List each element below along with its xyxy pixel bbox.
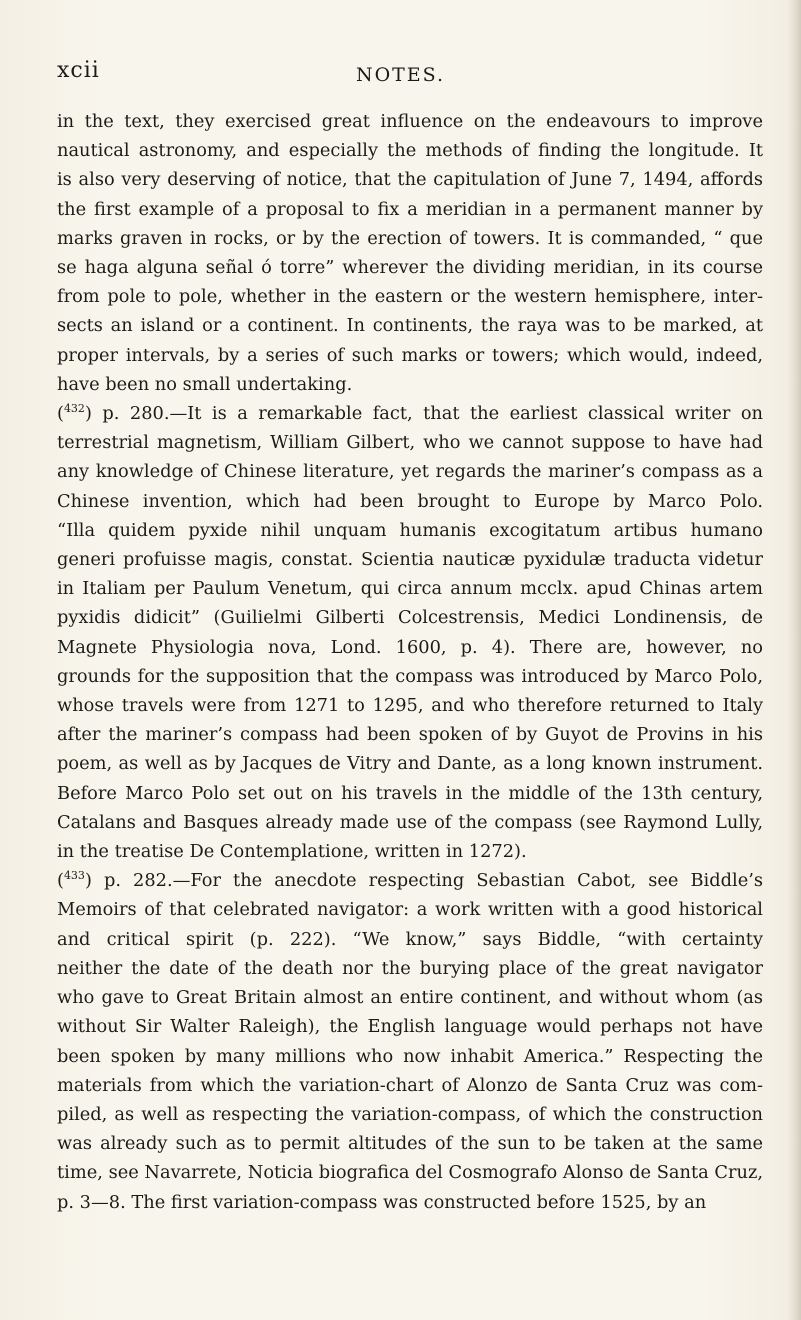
text-line (57, 633, 763, 662)
line-text: neither the date of the death nor the burying place of the great navigator (57, 957, 763, 979)
line-text: se haga alguna señal ó torre” wherever the dividing meridian, in its course (57, 257, 763, 279)
line-text: proper intervals, by a series of such marks or towers; which would, indeed, (57, 344, 763, 366)
line-text: after the mariner’s compass had been spoken of by Guyot de Provins in his (57, 724, 763, 746)
text-line (57, 662, 763, 691)
line-text: in the text, they exercised great influence on the endeavours to improve (57, 111, 763, 132)
page-header (0, 44, 801, 84)
line-text: time, see Navarrete, Noticia biografica del Cosmografo Alonso de Santa Cruz, (57, 1162, 763, 1184)
text-line (57, 925, 763, 954)
text-line (57, 691, 763, 720)
line-text: terrestrial magnetism, William Gilbert, who we cannot suppose to have had (57, 432, 763, 454)
text-line (57, 1158, 763, 1187)
line-text: in the treatise De Contemplatione, written in 1272). (57, 841, 527, 863)
text-line (57, 720, 763, 749)
text-line: ($^{433}$) p. 282.—For the anecdote respecting Sebastian Cabot, see Biddle’s (57, 869, 763, 892)
page-edge-shadow (787, 0, 801, 1320)
text-line (57, 1012, 763, 1041)
line-text: ) p. 280.—It is a remarkable fact, that the earliest classical writer on (84, 403, 763, 425)
text-line (57, 574, 763, 603)
text-line: ($^{432}$) p. 280.—It is a remarkable fact, that the earliest classical writer on (57, 402, 763, 425)
text-line (57, 224, 763, 253)
page-number: xcii (57, 58, 100, 83)
note-reference-number: 433 (63, 869, 85, 883)
notes-body (57, 107, 763, 1217)
text-line (57, 1042, 763, 1071)
text-line (57, 282, 763, 311)
note-reference-number: 432 (63, 402, 85, 416)
line-text: nautical astronomy, and especially the methods of finding the longitude. It (57, 140, 763, 162)
note-paragraph (57, 866, 763, 1216)
text-line (57, 1071, 763, 1100)
line-text: piled, as well as respecting the variation-compass, of which the construction (57, 1103, 763, 1125)
text-line (57, 487, 763, 516)
line-text: who gave to Great Britain almost an entire continent, and without whom (as (57, 987, 763, 1009)
line-text: Before Marco Polo set out on his travels in the middle of the 13th century, (57, 782, 763, 804)
line-text: poem, as well as by Jacques de Vitry and Dante, as a long known instrument. (57, 753, 763, 775)
note-paragraph (57, 107, 763, 399)
line-text: “Illa quidem pyxide nihil unquam humanis excogitatum artibus humano (57, 519, 763, 541)
text-line (57, 370, 763, 399)
text-line (57, 1188, 763, 1217)
line-text: sects an island or a continent. In continents, the raya was to be marked, at (57, 315, 763, 337)
line-text: is also very deserving of notice, that the capitulation of June 7, 1494, affords (57, 169, 763, 191)
text-line (57, 253, 763, 282)
text-line (57, 107, 763, 136)
running-head: NOTES. (355, 64, 446, 86)
line-text: was already such as to permit altitudes of the sun to be taken at the same (57, 1133, 763, 1155)
note-paragraph (57, 399, 763, 866)
text-line (57, 983, 763, 1012)
line-text: in Italiam per Paulum Venetum, qui circa annum mcclx. apud Chinas artem (57, 578, 763, 600)
text-line (57, 516, 763, 545)
text-line (57, 341, 763, 370)
line-text: have been no small undertaking. (57, 373, 353, 395)
text-line (57, 895, 763, 924)
text-line (57, 457, 763, 486)
line-text: marks graven in rocks, or by the erection of towers. It is commanded, “ que (57, 227, 763, 249)
line-text: Magnete Physiologia nova, Lond. 1600, p. 4). There are, however, no (57, 636, 763, 658)
line-text: and critical spirit (p. 222). “We know,” says Biddle, “with certainty (57, 928, 763, 950)
line-text: without Sir Walter Raleigh), the English language would perhaps not have (57, 1016, 763, 1038)
line-text: been spoken by many millions who now inhabit America.” Respecting the (57, 1045, 763, 1067)
text-line (57, 1129, 763, 1158)
line-text: materials from which the variation-chart of Alonzo de Santa Cruz was com- (57, 1074, 763, 1096)
text-line (57, 808, 763, 837)
line-text: p. 3—8. The first variation-compass was constructed before 1525, by an (57, 1191, 707, 1213)
text-line (57, 1100, 763, 1129)
line-text: generi profuisse magis, constat. Scientia nauticæ pyxidulæ traducta videtur (57, 549, 763, 571)
line-text: from pole to pole, whether in the eastern or the western hemisphere, inter- (57, 286, 763, 308)
line-text: the first example of a proposal to fix a meridian in a permanent manner by (57, 198, 763, 220)
line-text: Memoirs of that celebrated navigator: a work written with a good historical (57, 899, 763, 921)
line-text: Chinese invention, which had been brought to Europe by Marco Polo. (57, 490, 763, 512)
text-line (57, 428, 763, 457)
line-text: pyxidis didicit” (Guilielmi Gilberti Colcestrensis, Medici Londinensis, de (57, 607, 763, 629)
line-text: grounds for the supposition that the compass was introduced by Marco Polo, (57, 665, 763, 687)
text-line (57, 603, 763, 632)
text-line (57, 954, 763, 983)
line-text: any knowledge of Chinese literature, yet regards the mariner’s compass as a (57, 461, 763, 483)
text-line (57, 195, 763, 224)
text-line (57, 136, 763, 165)
line-text: Catalans and Basques already made use of the compass (see Raymond Lully, (57, 811, 763, 833)
text-line (57, 837, 763, 866)
line-text: ) p. 282.—For the anecdote respecting Sebastian Cabot, see Biddle’s (84, 870, 763, 892)
text-line (57, 311, 763, 340)
text-line (57, 165, 763, 194)
line-text: whose travels were from 1271 to 1295, and who therefore returned to Italy (57, 695, 763, 717)
text-line (57, 545, 763, 574)
text-line (57, 749, 763, 778)
text-line (57, 779, 763, 808)
